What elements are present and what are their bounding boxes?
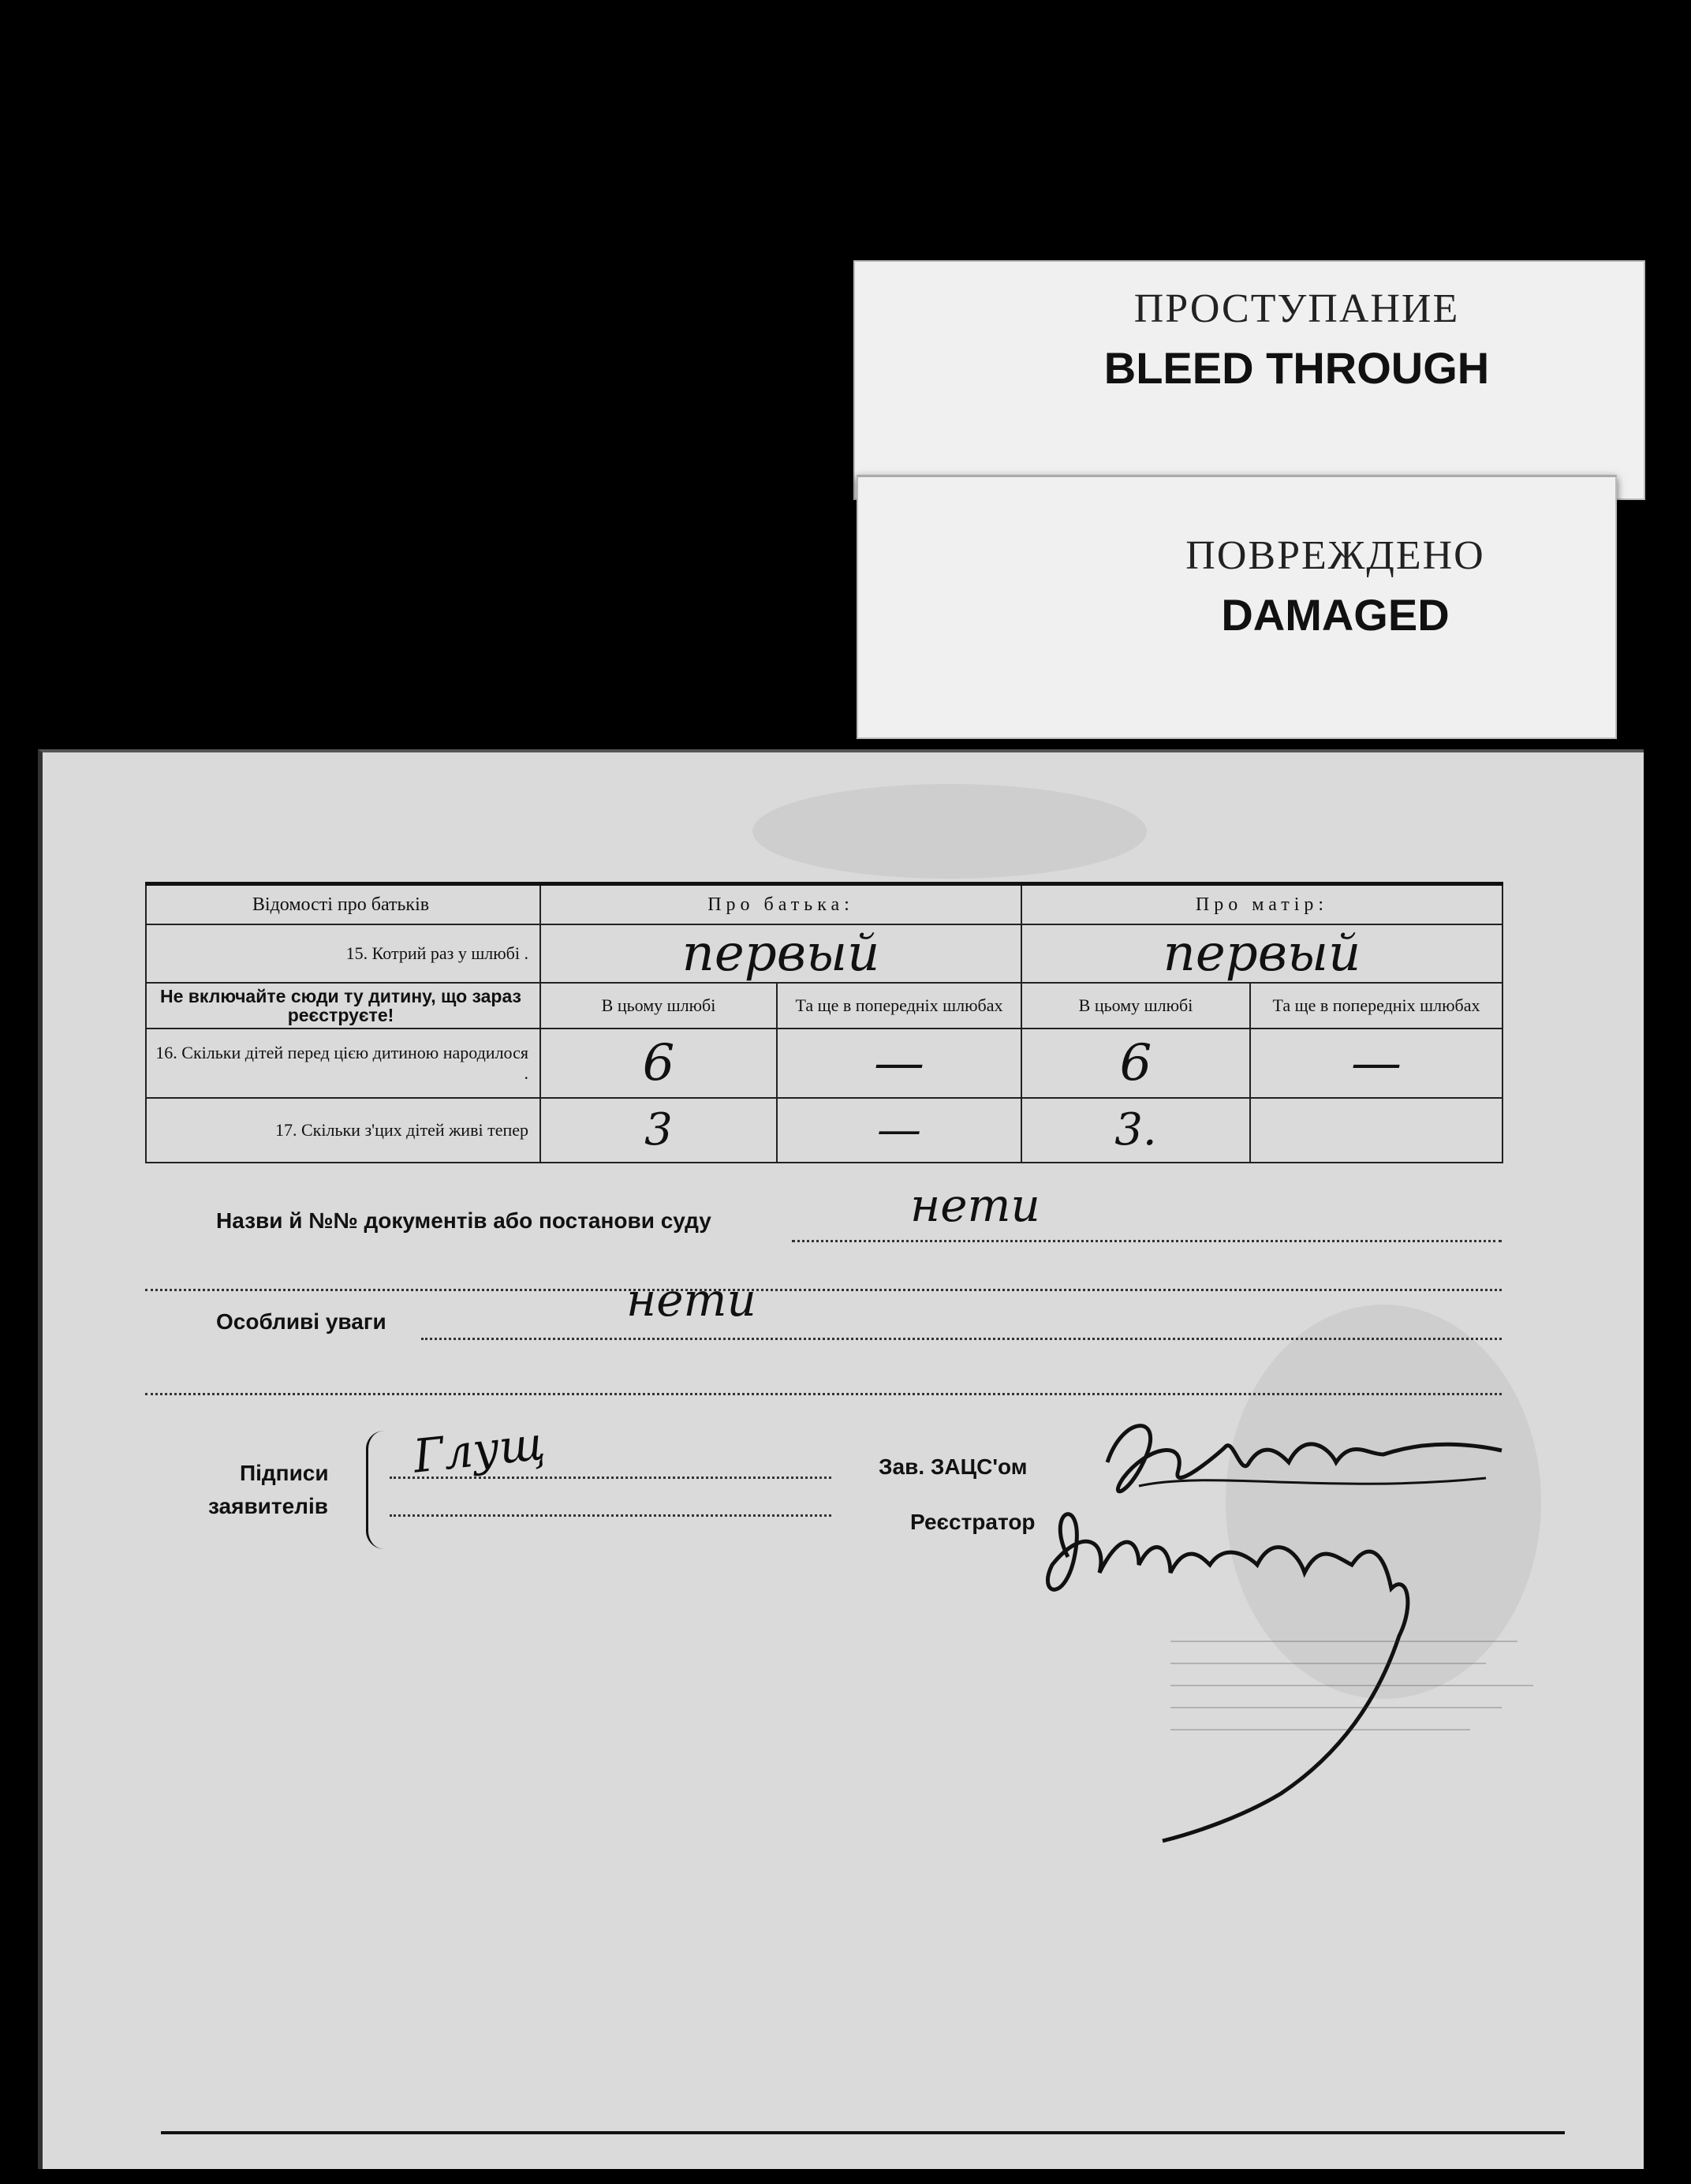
remarks-line-2 <box>145 1393 1502 1395</box>
header-father: Про батька: <box>540 884 1021 925</box>
sub-header-mother-prev: Та ще в попередніх шлюбах <box>1250 983 1502 1029</box>
exclusion-note: Не включайте сюди ту дитину, що зараз реєструєте! <box>146 983 540 1029</box>
header-parents-info: Відомості про батьків <box>146 884 540 925</box>
documents-label: Назви й №№ документів або постанови суду <box>216 1208 711 1233</box>
sub-header-mother-this: В цьому шлюбі <box>1021 983 1250 1029</box>
bleed-through-en: BLEED THROUGH <box>1103 343 1490 393</box>
sub-header-father-this: В цьому шлюбі <box>540 983 777 1029</box>
documents-line-2 <box>145 1289 1502 1291</box>
row15-mother-value: первый <box>1021 924 1502 983</box>
row17-mother-this: 3. <box>1021 1098 1250 1163</box>
documents-value: нети <box>910 1178 1040 1232</box>
table-row <box>146 983 1502 1029</box>
row15-father-value: первый <box>540 924 1021 983</box>
row15-label: 15. Котрий раз у шлюбі . <box>146 924 540 983</box>
paper-stain <box>752 784 1147 879</box>
parents-info-table <box>145 882 1503 1163</box>
row17-father-this: 3 <box>540 1098 777 1163</box>
damaged-en: DAMAGED <box>1221 590 1450 640</box>
bottom-rule <box>161 2131 1565 2134</box>
table-header-row <box>146 884 1502 925</box>
signatures-label-2: заявителів <box>208 1494 328 1518</box>
table-row <box>146 1098 1502 1163</box>
document-sheet <box>38 749 1644 2169</box>
remarks-value: нети <box>626 1273 756 1327</box>
row16-father-prev: — <box>777 1029 1021 1098</box>
row16-mother-prev: — <box>1250 1029 1502 1098</box>
row17-mother-prev <box>1250 1098 1502 1163</box>
bleed-through-ru: ПРОСТУПАНИЕ <box>1133 286 1460 331</box>
table-row <box>146 1029 1502 1098</box>
header-mother: Про матір: <box>1021 884 1502 925</box>
row16-label: 16. Скільки дітей перед цією дитиною народилося . <box>146 1029 540 1098</box>
bleed-through-label <box>853 260 1645 500</box>
table-row <box>146 924 1502 983</box>
registrar-label: Реєстратор <box>910 1510 1036 1534</box>
row17-father-prev: — <box>777 1098 1021 1163</box>
row16-mother-this: 6 <box>1021 1029 1250 1098</box>
bleed-through-text <box>1170 1620 1565 1730</box>
applicant-signature-line-2 <box>390 1514 831 1517</box>
signatures-label-1: Підписи <box>240 1461 329 1485</box>
sub-header-father-prev: Та ще в попередніх шлюбах <box>777 983 1021 1029</box>
damaged-ru: ПОВРЕЖДЕНО <box>1185 533 1485 578</box>
head-zags-label: Зав. ЗАЦС'ом <box>879 1454 1028 1479</box>
remarks-label: Особливі уваги <box>216 1309 386 1334</box>
documents-line <box>792 1240 1502 1242</box>
damaged-label <box>857 475 1617 739</box>
signatures-bracket <box>366 1431 384 1549</box>
row17-label: 17. Скільки з'цих дітей живі тепер <box>146 1098 540 1163</box>
remarks-line <box>421 1338 1502 1340</box>
row16-father-this: 6 <box>540 1029 777 1098</box>
applicant-signature: Глущ <box>410 1416 548 1484</box>
